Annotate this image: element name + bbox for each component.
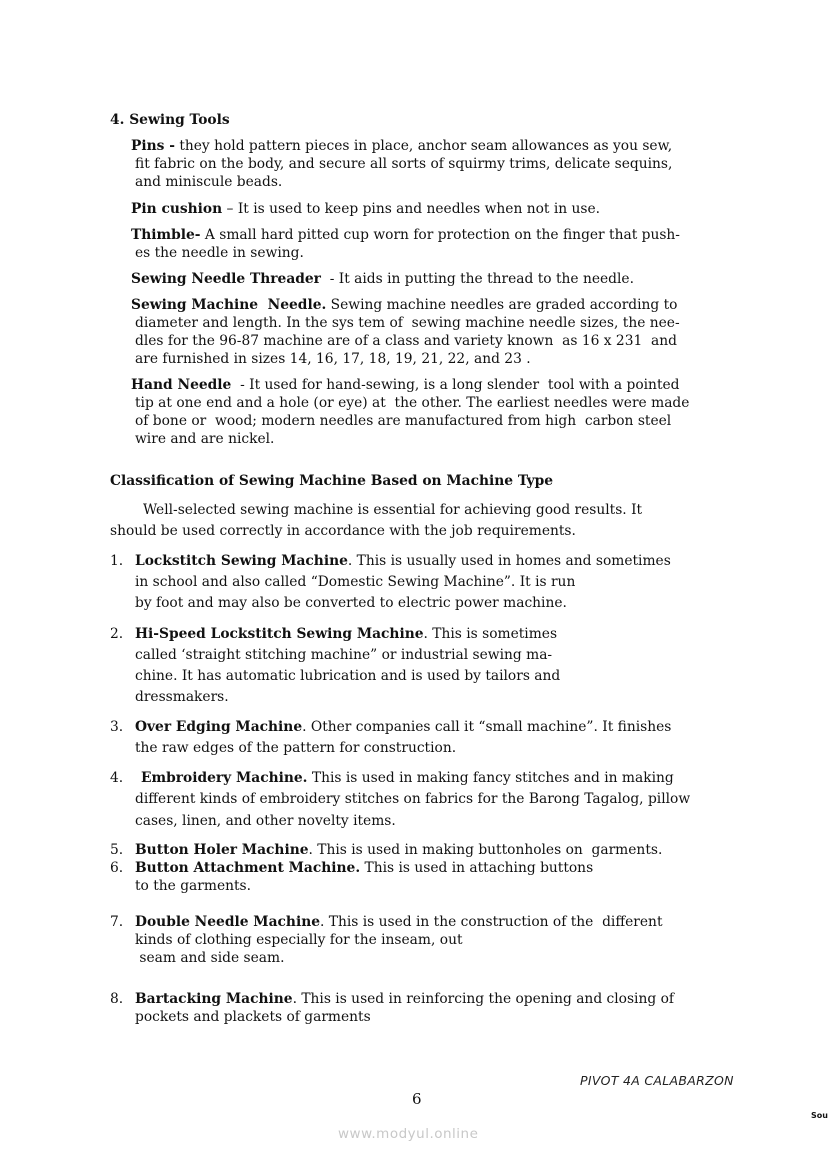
list-item: Over Edging Machine. Other companies call it “small machine”. It finishes [135,719,672,735]
text-line: wire and are nickel. [135,431,275,447]
text-line: the raw edges of the pattern for construction. [135,740,457,756]
text-line: cases, linen, and other novelty items. [135,813,396,829]
list-item: Bartacking Machine. This is used in reinforcing the opening and closing of [135,991,674,1007]
classification-heading: Classification of Sewing Machine Based on Machine Type [110,473,554,489]
text-line: in school and also called “Domestic Sewing Machine”. It is run [135,574,576,590]
list-item-number: 5. [110,842,124,858]
list-item-number: 4. [110,770,124,786]
text-line: diameter and length. In the sys tem of sewing machine needle sizes, the nee- [135,315,680,331]
entry-thimble: Thimble- A small hard pitted cup worn for protection on the finger that push- [131,227,680,243]
footer-source: PIVOT 4A CALABARZON [580,1073,734,1088]
text-line: seam and side seam. [135,950,285,966]
list-item-number: 8. [110,991,124,1007]
list-item: Button Holer Machine. This is used in making buttonholes on garments. [135,842,663,858]
list-item-number: 3. [110,719,124,735]
list-item-number: 6. [110,860,124,876]
text-line: of bone or wood; modern needles are manufactured from high carbon steel [135,413,672,429]
watermark: www.modyul.online [338,1126,479,1142]
text-line: dles for the 96-87 machine are of a class and variety known as 16 x 231 and [135,333,677,349]
list-item-number: 7. [110,914,124,930]
text-line: different kinds of embroidery stitches on fabrics for the Barong Tagalog, pillow [135,791,691,807]
entry-threader: Sewing Needle Threader - It aids in putting the thread to the needle. [131,271,634,287]
entry-hand-needle: Hand Needle - It used for hand-sewing, is a long slender tool with a pointed [131,377,680,393]
list-item: Embroidery Machine. This is used in making fancy stitches and in making [141,770,674,786]
text-line: dressmakers. [135,689,229,705]
list-item: Lockstitch Sewing Machine. This is usually used in homes and sometimes [135,553,671,569]
entry-pins: Pins - they hold pattern pieces in place, anchor seam allowances as you sew, [131,138,673,154]
text-line: tip at one end and a hole (or eye) at the other. The earliest needles were made [135,395,690,411]
text-line: and miniscule beads. [135,174,283,190]
text-line: kinds of clothing especially for the inseam, out [135,932,463,948]
list-item-number: 2. [110,626,124,642]
section-heading: 4. Sewing Tools [110,112,230,128]
text-line: fit fabric on the body, and secure all sorts of squirmy trims, delicate sequins, [135,156,673,172]
intro-line: Well-selected sewing machine is essential for achieving good results. It [143,502,643,518]
cut-off-text: Sou [811,1111,828,1120]
list-item: Button Attachment Machine. This is used in attaching buttons [135,860,594,876]
entry-pin-cushion: Pin cushion – It is used to keep pins and needles when not in use. [131,201,601,217]
list-item: Double Needle Machine. This is used in the construction of the different [135,914,663,930]
text-line: chine. It has automatic lubrication and is used by tailors and [135,668,561,684]
text-line: by foot and may also be converted to electric power machine. [135,595,567,611]
text-line: to the garments. [135,878,252,894]
text-line: es the needle in sewing. [135,245,304,261]
text-line: are furnished in sizes 14, 16, 17, 18, 19, 21, 22, and 23 . [135,351,531,367]
list-item-number: 1. [110,553,124,569]
entry-machine-needle: Sewing Machine Needle. Sewing machine needles are graded according to [131,297,678,313]
text-line: called ‘straight stitching machine” or industrial sewing ma- [135,647,553,663]
text-line: pockets and plackets of garments [135,1009,371,1025]
intro-line: should be used correctly in accordance with the job requirements. [110,523,576,539]
page-number: 6 [412,1090,422,1108]
list-item: Hi-Speed Lockstitch Sewing Machine. This is sometimes [135,626,558,642]
